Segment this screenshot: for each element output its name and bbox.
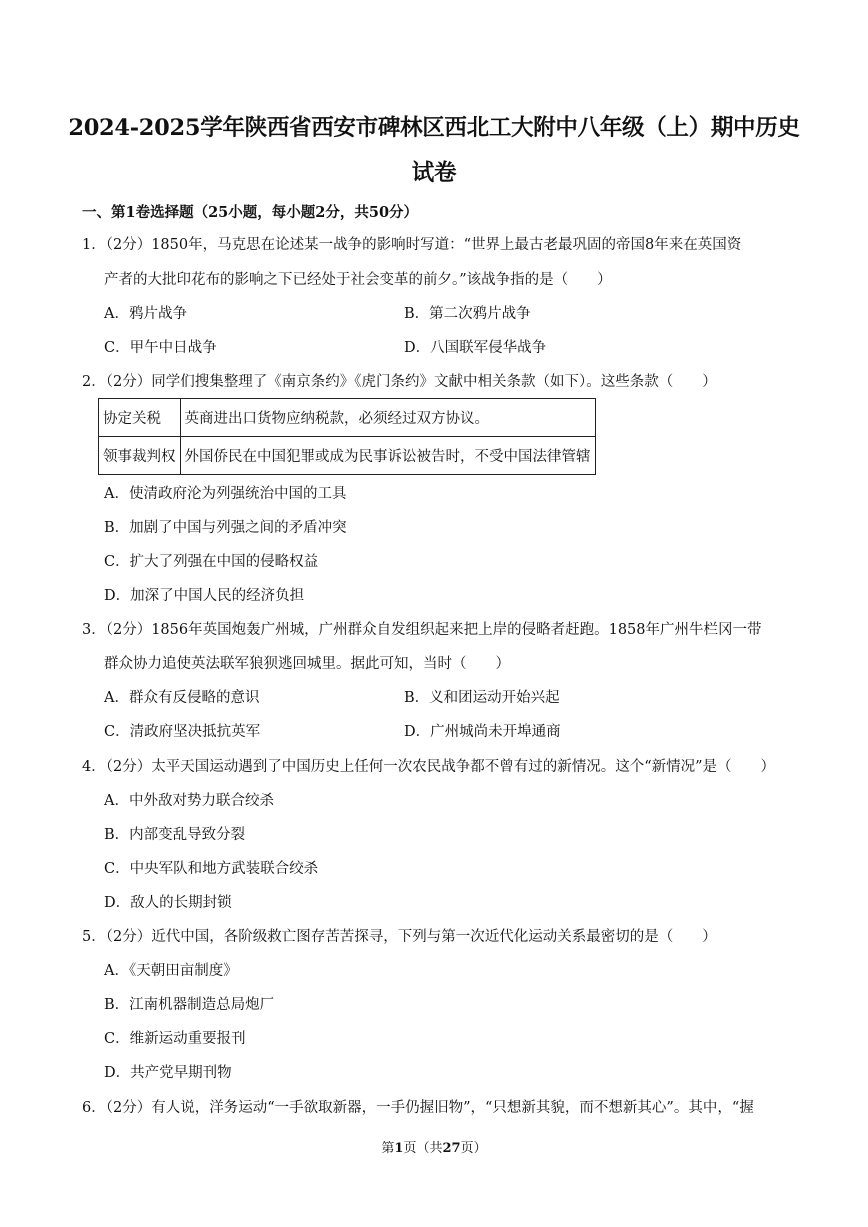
question-3-option-a: A．群众有反侵略的意识 [104,690,260,706]
question-5-option-b: B．江南机器制造总局炮厂 [104,997,275,1013]
question-2-stem: 2．（2分）同学们搜集整理了《南京条约》《虎门条约》文献中相关条款（如下）。这些条款（ ） [82,374,717,390]
table-cell: 协定关税 [99,399,181,437]
question-2-option-b: B．加剧了中国与列强之间的矛盾冲突 [104,520,347,536]
footer-page-number: 1 [394,1141,404,1156]
question-4-stem: 4．（2分）太平天国运动遇到了中国历史上任何一次农民战争都不曾有过的新情况。这个“新情况”是（ ） [82,759,776,775]
question-1-stem-line2: 产者的大批印花布的影响之下已经处于社会变革的前夕。”该战争指的是（ ） [104,272,612,288]
question-3-option-d: D．广州城尚未开埠通商 [404,724,561,740]
footer-suffix: 页） [460,1141,487,1156]
table-row [99,437,596,475]
question-1-option-d: D．八国联军侵华战争 [404,340,547,356]
question-2-option-a: A．使清政府沦为列强统治中国的工具 [104,486,347,502]
question-1-stem-line1: 1．（2分）1850年，马克思在论述某一战争的影响时写道：“世界上最古老最巩固的帝国8年来在英国资 [82,237,742,253]
question-4-option-c: C．中央军队和地方武装联合绞杀 [104,861,319,877]
question-5-stem: 5．（2分）近代中国，各阶级救亡图存苦苦探寻，下列与第一次近代化运动关系最密切的是（ ） [82,929,717,945]
question-3-option-c: C．清政府坚决抵抗英军 [104,724,261,740]
exam-title-line1: 2024-2025学年陕西省西安市碑林区西北工大附中八年级（上）期中历史 [68,115,800,141]
question-6-stem: 6．（2分）有人说，洋务运动“一手欲取新器，一手仍握旧物”，“只想新其貌，而不想新其心”。其中，“握 [82,1100,754,1116]
question-4-option-b: B．内部变乱导致分裂 [104,827,246,843]
question-4-option-a: A．中外敌对势力联合绞杀 [104,793,274,809]
footer-total-pages: 27 [442,1141,461,1156]
table-cell: 领事裁判权 [99,437,181,475]
question-5-option-c: C．维新运动重要报刊 [104,1031,246,1047]
question-1-option-a: A．鸦片战争 [104,306,187,322]
table-cell: 外国侨民在中国犯罪或成为民事诉讼被告时，不受中国法律管辖 [180,437,595,475]
question-1-option-b: B．第二次鸦片战争 [404,306,531,322]
question-2-option-d: D．加深了中国人民的经济负担 [104,588,305,604]
exam-title-line2: 试卷 [411,160,457,186]
question-5-option-d: D．共产党早期刊物 [104,1065,232,1081]
question-4-option-d: D．敌人的长期封锁 [104,895,232,911]
table-cell: 英商进出口货物应纳税款，必须经过双方协议。 [180,399,595,437]
question-3-option-b: B．义和团运动开始兴起 [404,690,560,706]
footer-prefix: 第 [381,1141,395,1156]
question-3-stem-line1: 3．（2分）1856年英国炮轰广州城，广州群众自发组织起来把上岸的侵略者赶跑。1858年广州牛栏冈一带 [82,622,762,638]
question-2-option-c: C．扩大了列强在中国的侵略权益 [104,554,319,570]
treaty-clauses-table [98,398,596,475]
section-heading: 一、第1卷选择题（25小题，每小题2分，共50分） [82,204,419,221]
question-5-option-a: A．《天朝田亩制度》 [104,963,238,979]
footer-middle: 页（共 [403,1141,443,1156]
page-footer [0,1137,868,1156]
table-row [99,399,596,437]
question-1-option-c: C．甲午中日战争 [104,340,217,356]
question-3-stem-line2: 群众协力追使英法联军狼狈逃回城里。据此可知，当时（ ） [104,656,510,672]
